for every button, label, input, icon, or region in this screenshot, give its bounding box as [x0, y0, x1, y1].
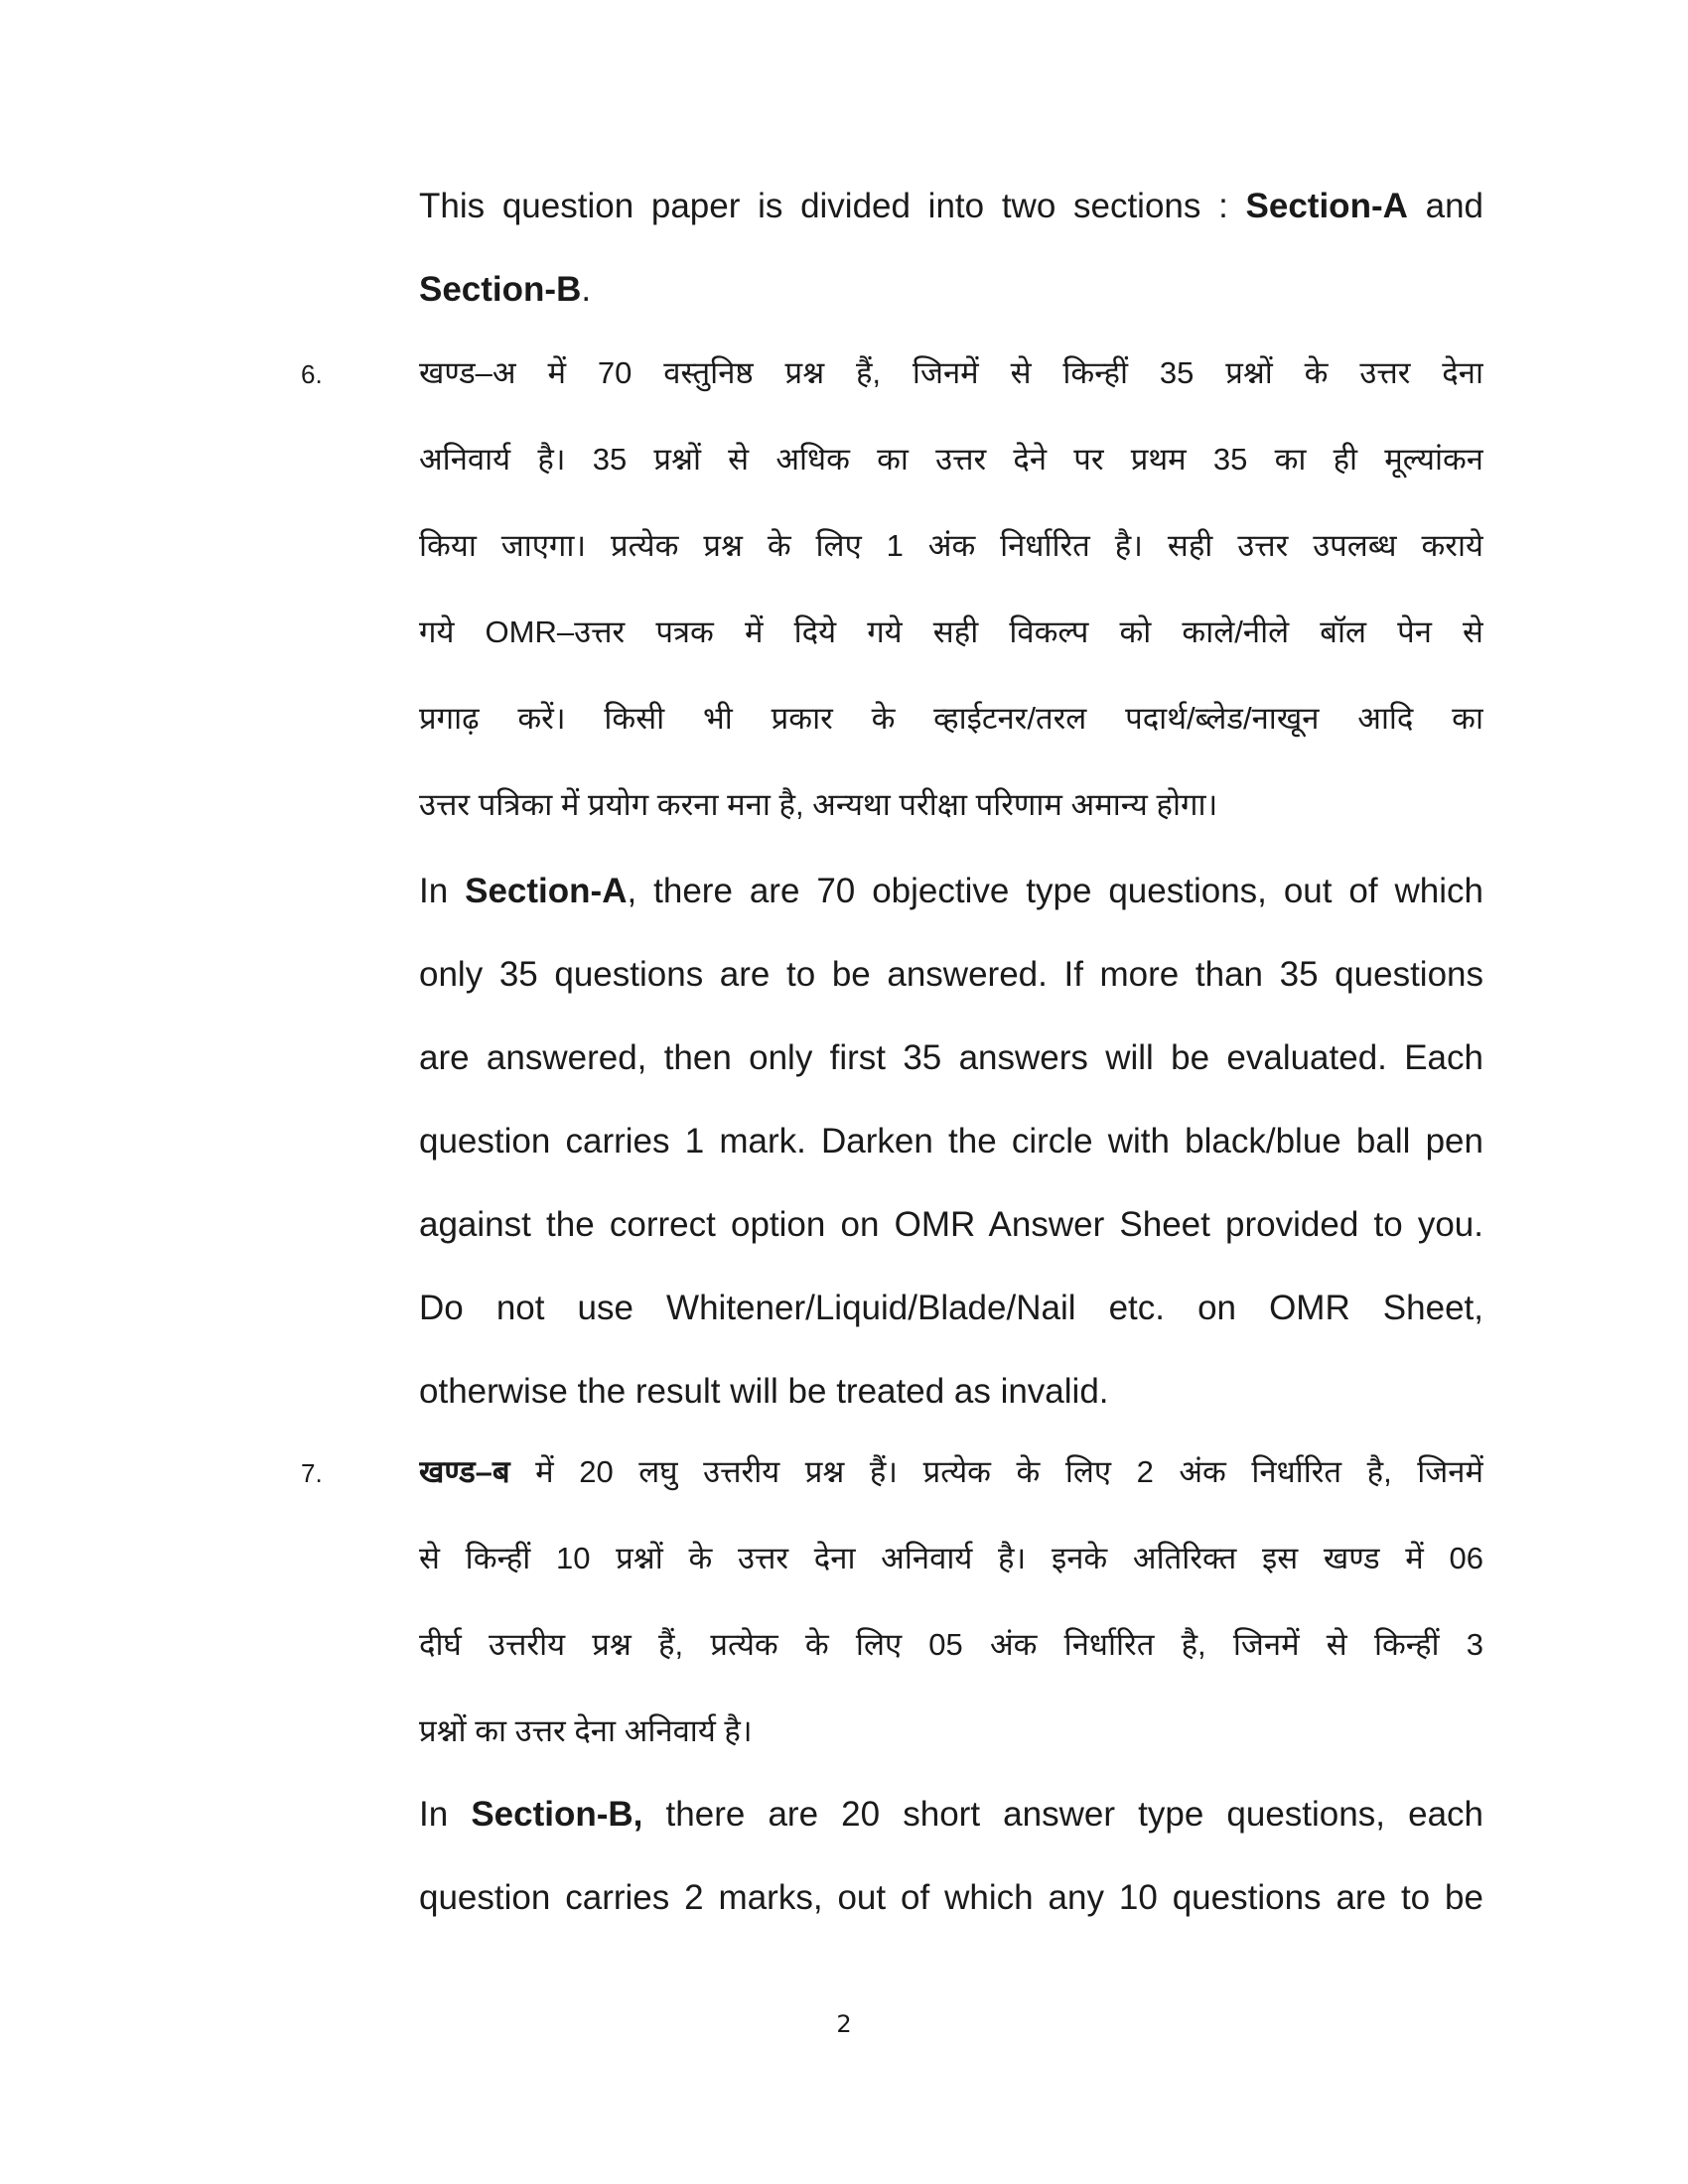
item-6-hindi-line: खण्ड–अ में 70 वस्तुनिष्ठ प्रश्न हैं, जिनमें से किन्हीं 35 प्रश्नों के उत्तर देना — [419, 355, 1483, 390]
item-7-hindi-line: से किन्हीं 10 प्रश्नों के उत्तर देना अनिवार्य है। इनके अतिरिक्त इस खण्ड में 06 — [419, 1541, 1483, 1575]
item-6-english-text: , there are 70 objective type questions, out of which — [627, 872, 1483, 910]
item-6-english-line: are answered, then only first 35 answers will be evaluated. Each — [419, 1038, 1483, 1077]
item-7-hindi-line: प्रश्नों का उत्तर देना अनिवार्य है। — [419, 1713, 753, 1748]
section-b-label: Section-B, — [471, 1795, 643, 1834]
item-7-hindi-line — [419, 1429, 1483, 1515]
intro-paragraph — [419, 165, 1483, 332]
item-6-hindi-line: किया जाएगा। प्रत्येक प्रश्न के लिए 1 अंक निर्धारित है। सही उत्तर उपलब्ध कराये — [419, 528, 1483, 563]
item-6-english-text: In — [419, 872, 466, 910]
item-6-hindi-line: अनिवार्य है। 35 प्रश्नों से अधिक का उत्तर देने पर प्रथम 35 का ही मूल्यांकन — [419, 442, 1483, 477]
item-6-english-line: question carries 1 mark. Darken the circle with black/blue ball pen — [419, 1122, 1483, 1160]
item-6-number: 6. — [301, 359, 323, 389]
item-7-english-text: there are 20 short answer type questions, each — [642, 1795, 1483, 1834]
item-7-number: 7. — [301, 1458, 323, 1488]
item-7-english — [419, 1773, 1483, 1940]
section-b-label: Section-B — [419, 270, 582, 309]
item-7-hindi-text: में 20 लघु उत्तरीय प्रश्न हैं। प्रत्येक के लिए 2 अंक निर्धारित है, जिनमें — [509, 1454, 1483, 1489]
item-6-hindi-line: गये OMR–उत्तर पत्रक में दिये गये सही विकल्प को काले/नीले बॉल पेन से — [419, 614, 1483, 649]
item-6-english-line: against the correct option on OMR Answer Sheet provided to you. — [419, 1205, 1483, 1244]
item-7-hindi — [419, 1429, 1483, 1774]
item-6-english — [419, 850, 1483, 1433]
item-7-english-line — [419, 1773, 1483, 1856]
khand-b-label: खण्ड–ब — [419, 1454, 510, 1489]
item-6-hindi-line: उत्तर पत्रिका में प्रयोग करना मना है, अन्यथा परीक्षा परिणाम अमान्य होगा। — [419, 787, 1218, 822]
intro-line-1 — [419, 165, 1483, 248]
page-number: 2 — [836, 2010, 852, 2038]
intro-text: and — [1407, 187, 1483, 225]
item-6-english-line — [419, 850, 1483, 933]
item-7-hindi-line: दीर्घ उत्तरीय प्रश्न हैं, प्रत्येक के लिए 05 अंक निर्धारित है, जिनमें से किन्हीं 3 — [419, 1627, 1483, 1662]
item-7-english-text: In — [419, 1795, 472, 1834]
intro-text: This question paper is divided into two sections : — [419, 187, 1246, 225]
intro-text: . — [581, 270, 592, 309]
item-6-hindi — [419, 330, 1483, 848]
item-6-english-line: otherwise the result will be treated as invalid. — [419, 1372, 1109, 1411]
item-6-english-line: Do not use Whitener/Liquid/Blade/Nail etc. on OMR Sheet, — [419, 1289, 1483, 1327]
intro-line-2 — [419, 248, 1483, 332]
item-6-hindi-line: प्रगाढ़ करें। किसी भी प्रकार के व्हाईटनर/तरल पदार्थ/ब्लेड/नाखून आदि का — [419, 701, 1483, 736]
section-a-label: Section-A — [465, 872, 628, 910]
item-7-english-line: question carries 2 marks, out of which any 10 questions are to be — [419, 1878, 1483, 1917]
section-a-label: Section-A — [1245, 187, 1408, 225]
item-6-english-line: only 35 questions are to be answered. If more than 35 questions — [419, 955, 1483, 994]
